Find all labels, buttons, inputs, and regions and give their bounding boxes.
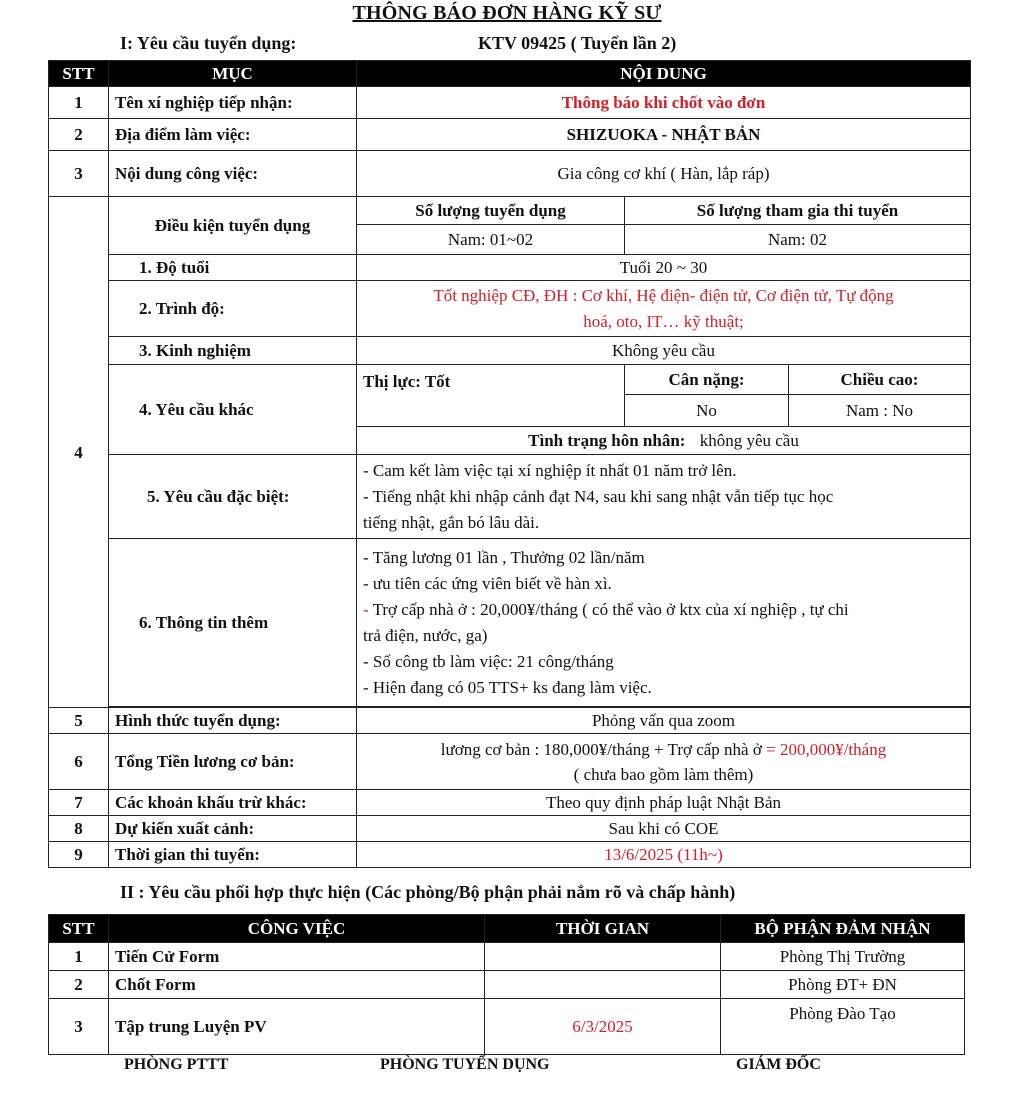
row-stt: 9 [49,842,109,868]
header-congviec: CÔNG VIỆC [109,915,485,943]
special-line: - Tiếng nhật khi nhập cảnh đạt N4, sau khi sang nhật vẫn tiếp tục học [363,486,834,506]
deductions-value: Theo quy định pháp luật Nhật Bản [357,790,971,816]
company-value: Thông báo khi chốt vào đơn [357,87,971,119]
extra-line: trả điện, nước, ga) [363,625,488,645]
extra-info-label: 6. Thông tin thêm [109,539,357,707]
header-stt: STT [49,61,109,87]
table-row [49,734,971,790]
age-value: Tuổi 20 ~ 30 [357,255,971,281]
education-value [357,281,971,337]
extra-info-value [357,539,971,707]
table-row [49,842,971,868]
other-req-label: 4. Yêu cầu khác [109,365,357,455]
marital-status [357,427,971,455]
task-cell: Chốt Form [109,971,485,999]
table-row [49,87,971,119]
signature-giamdoc: GIÁM ĐỐC [736,1056,821,1073]
header-noidung: NỘI DUNG [357,61,971,87]
education-line: hoá, oto, IT… kỹ thuật; [583,311,744,331]
departure-value: Sau khi có COE [357,816,971,842]
height-value: Nam : No [789,395,971,427]
section2-label: II : Yêu cầu phối hợp thực hiện (Các phòng/Bộ phận phải nắm rõ và chấp hành) [120,882,736,902]
exam-time-value: 13/6/2025 (11h~) [357,842,971,868]
extra-line: - Số công tb làm việc: 21 công/tháng [363,651,614,671]
salary-note: ( chưa bao gồm làm thêm) [573,764,754,784]
extra-line: - ưu tiên các ứng viên biết về hàn xì. [363,573,612,593]
salary-value [357,734,971,790]
table-row [49,119,971,151]
salary-base: lương cơ bản : 180,000¥/tháng + Trợ cấp nhà ở [440,739,762,759]
row-stt: 8 [49,816,109,842]
row-stt: 4 [49,197,109,708]
sl-thi-value: Nam: 02 [625,225,971,255]
signature-pttt: PHÒNG PTTT [124,1056,229,1073]
salary-total: = 200,000¥/tháng [761,739,887,759]
row-label: Địa điểm làm việc: [109,119,357,151]
row-stt: 2 [49,119,109,151]
extra-line: - Hiện đang có 05 TTS+ ks đang làm việc. [363,677,652,697]
row-stt: 2 [49,971,109,999]
eyesight-text: Thị lực: Tốt [363,372,451,391]
education-line: Tốt nghiệp CĐ, ĐH : Cơ khí, Hệ điện- điện tử, Cơ điện tử, Tự động [433,285,894,305]
table-row [49,999,965,1055]
extra-line: - Tăng lương 01 lần , Thưởng 02 lần/năm [363,547,645,567]
dept-cell: Phòng ĐT+ ĐN [721,971,965,999]
sl-thi-label: Số lượng tham gia thi tuyển [625,197,971,225]
row-stt: 7 [49,790,109,816]
row-stt: 1 [49,943,109,971]
row-stt: 5 [49,708,109,734]
marital-label: Tình trạng hôn nhân: [528,431,686,450]
row-stt: 3 [49,151,109,197]
experience-label: 3. Kinh nghiệm [109,337,357,365]
age-label: 1. Độ tuổi [109,255,357,281]
row-label: Tên xí nghiệp tiếp nhận: [109,87,357,119]
header-muc: MỤC [109,61,357,87]
time-cell: 6/3/2025 [485,999,721,1055]
weight-value: No [625,395,789,427]
section1-label: I: Yêu cầu tuyển dụng: [120,33,297,53]
row-label: Các khoản khấu trừ khác: [109,790,357,816]
row-label: Dự kiến xuất cảnh: [109,816,357,842]
special-req-value [357,455,971,539]
dept-cell: Phòng Đào Tạo [721,999,965,1055]
recruitment-table [48,60,971,868]
education-label: 2. Trình độ: [109,281,357,337]
conditions-label: Điều kiện tuyển dụng [109,197,357,255]
signature-tuyendung: PHÒNG TUYỂN DỤNG [380,1056,550,1073]
coordination-table [48,914,965,1055]
order-code: KTV 09425 ( Tuyển lần 2) [478,33,677,53]
table-row [49,151,971,197]
row-label: Tổng Tiền lương cơ bản: [109,734,357,790]
row-stt: 1 [49,87,109,119]
special-req-label: 5. Yêu cầu đặc biệt: [109,455,357,539]
header-stt: STT [49,915,109,943]
weight-label: Cân nặng: [625,365,789,395]
location-value: SHIZUOKA - NHẬT BẢN [357,119,971,151]
time-cell [485,971,721,999]
table-row [49,816,971,842]
salary-line [363,737,964,762]
experience-value: Không yêu cầu [357,337,971,365]
row-stt: 3 [49,999,109,1055]
row-label: Thời gian thi tuyển: [109,842,357,868]
extra-housing: Trợ cấp nhà ở : 20,000¥/tháng ( có thể vào ở ktx của xí nghiệp , tự chi [372,599,849,619]
time-cell [485,943,721,971]
table-row [49,708,971,734]
special-line: - Cam kết làm việc tại xí nghiệp ít nhất 01 năm trở lên. [363,460,737,480]
header-bophan: BỘ PHẬN ĐẢM NHẬN [721,915,965,943]
recruit-method-value: Phỏng vấn qua zoom [357,708,971,734]
table-row [49,971,965,999]
sl-tuyen-label: Số lượng tuyển dụng [357,197,625,225]
header-thoigian: THỜI GIAN [485,915,721,943]
table-row [49,943,965,971]
height-label: Chiều cao: [789,365,971,395]
special-line: tiếng nhật, gắn bó lâu dài. [363,512,540,532]
eyesight-value [357,365,625,427]
table-row [49,790,971,816]
row-stt: 6 [49,734,109,790]
extra-line [363,597,964,623]
row-label: Nội dung công việc: [109,151,357,197]
job-content-value: Gia công cơ khí ( Hàn, lắp ráp) [357,151,971,197]
extra-dash: - [363,599,373,619]
dept-cell: Phòng Thị Trường [721,943,965,971]
task-cell: Tiến Cử Form [109,943,485,971]
row-label: Hình thức tuyển dụng: [109,708,357,734]
page-title: THÔNG BÁO ĐƠN HÀNG KỸ SƯ [352,2,662,24]
marital-value: không yêu cầu [699,431,799,450]
task-cell: Tập trung Luyện PV [109,999,485,1055]
sl-tuyen-value: Nam: 01~02 [357,225,625,255]
